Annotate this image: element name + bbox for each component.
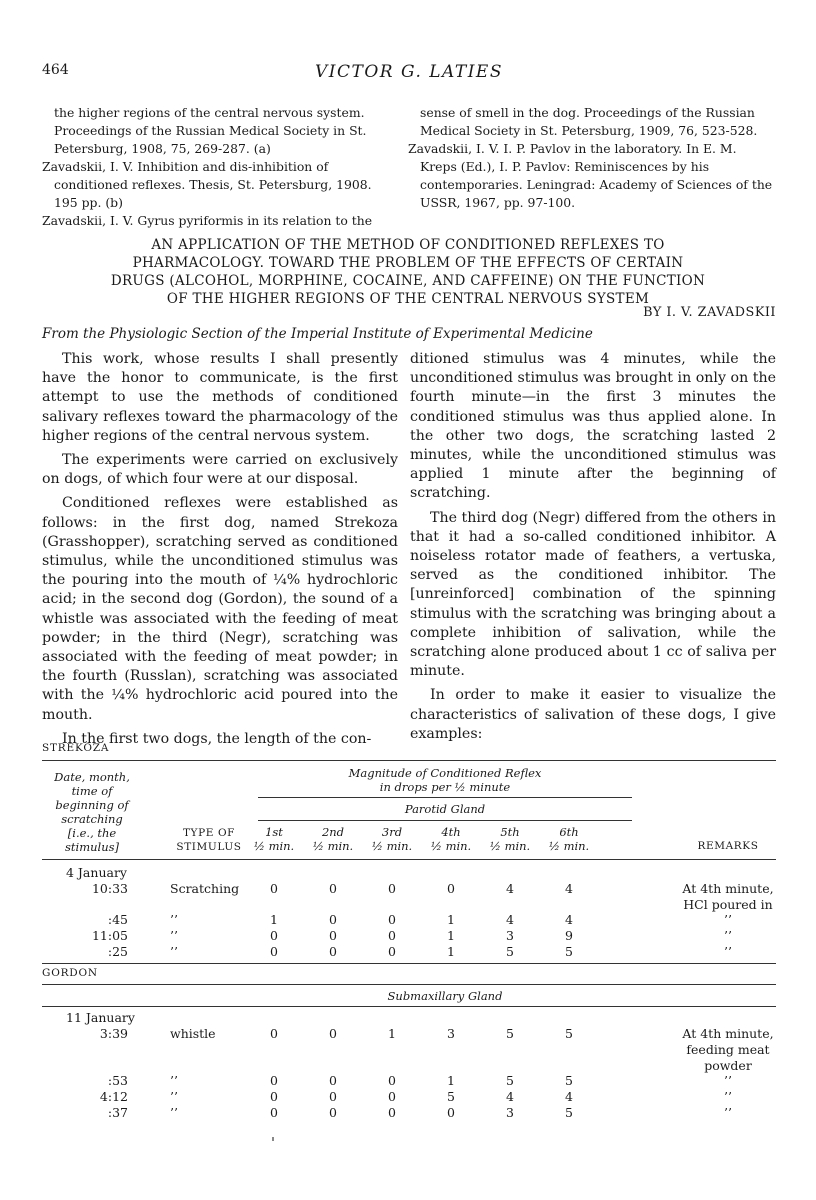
row-time: :45 [107, 912, 128, 927]
row-value: 1 [388, 1026, 396, 1041]
table-rule [42, 859, 776, 860]
row-remark: ’’ [724, 1073, 732, 1088]
row-value: 3 [506, 928, 514, 943]
row-value: 5 [565, 1105, 573, 1120]
paragraph: The third dog (Negr) differed from the others in that it had a so-called conditioned inhibitor. A noiseless rotator made of feathers, a vertuska, served as the conditioned inhibitor. The [unreinforced] combination of the spinning stimulus with the scratching was bringing about a complete inhibition of salivation, while the scratching alone produced about 1 cc of saliva per minute. [410, 509, 776, 680]
row-value: 0 [447, 1105, 455, 1120]
reference-entry: Zavadskii, I. V. I. P. Pavlov in the laboratory. In E. M. Kreps (Ed.), I. P. Pavlov: Reminiscences by his contemporaries. Leningrad: Academy of Sciences of the USSR, 1967, pp. 97-100. [408, 141, 773, 210]
row-value: 5 [447, 1089, 455, 1104]
row-value: 4 [506, 881, 514, 896]
running-head-author: VICTOR G. LATIES [314, 62, 503, 82]
row-value: 5 [565, 944, 573, 959]
table-rule [42, 963, 776, 964]
paragraph: Conditioned reflexes were established as follows: in the first dog, named Strekoza (Grasshopper), scratching served as conditioned stimulus, while the unconditioned stimulus was the pouring into the mouth of ¼% hydrochloric acid; in the second dog (Gordon), the sound of a whistle was associated with the feeding of meat powder; in the third (Negr), scratching was associated with the feeding of meat powder; in the fourth (Russlan), scratching was associated with the ¼% hydrochloric acid poured into the mouth. [42, 495, 398, 723]
table-rule [42, 1006, 776, 1007]
table-rule [258, 820, 632, 821]
row-value: 0 [329, 1026, 337, 1041]
row-remark: ’’ [724, 928, 732, 943]
row-value: 0 [270, 928, 278, 943]
row-time: :25 [107, 944, 128, 959]
row-remark: ’’ [724, 1105, 732, 1120]
row-stimulus-type: ’’ [170, 912, 178, 927]
title-line: OF THE HIGHER REGIONS OF THE CENTRAL NERVOUS SYSTEM [166, 291, 650, 307]
body-column-left [42, 350, 398, 754]
row-remark: ’’ [724, 944, 732, 959]
row-value: 4 [565, 1089, 573, 1104]
row-value: 0 [388, 944, 396, 959]
row-stimulus-type: ’’ [170, 1089, 178, 1104]
row-stimulus-type: whistle [170, 1026, 216, 1041]
gland-header-parotid: Parotid Gland [404, 802, 486, 816]
paragraph: In the first two dogs, the length of the con- [62, 730, 372, 747]
column-header: 3rd ½ min. [371, 825, 413, 853]
type-column-header: TYPE OF STIMULUS [176, 827, 242, 853]
row-value: 1 [447, 928, 455, 943]
row-value: 0 [329, 944, 337, 959]
row-value: 4 [506, 912, 514, 927]
column-header: 4th ½ min. [430, 825, 472, 853]
affiliation: From the Physiologic Section of the Imperial Institute of Experimental Medicine [42, 326, 593, 342]
row-value: 0 [388, 881, 396, 896]
row-value: 9 [565, 928, 573, 943]
article-title [60, 236, 756, 308]
row-value: 1 [270, 912, 278, 927]
row-remark: feeding meat [686, 1042, 770, 1057]
row-value: 4 [565, 881, 573, 896]
reference-list [42, 104, 776, 228]
row-stimulus-type: ’’ [170, 1105, 178, 1120]
row-value: 5 [506, 944, 514, 959]
byline: BY I. V. ZAVADSKII [643, 305, 776, 320]
row-time: 4:12 [99, 1089, 128, 1104]
column-header: 5th ½ min. [489, 825, 531, 853]
row-value: 4 [565, 912, 573, 927]
reference-entry: Zavadskii, I. V. Gyrus pyriformis in its relation to the [42, 213, 373, 228]
row-value: 0 [329, 881, 337, 896]
remarks-column-header: REMARKS [697, 840, 759, 852]
row-value: 0 [388, 1089, 396, 1104]
row-stimulus-type: ’’ [170, 944, 178, 959]
table-section-gordon: GORDON [42, 967, 98, 979]
row-value: 5 [506, 1073, 514, 1088]
row-value: 5 [506, 1026, 514, 1041]
row-value: 3 [506, 1105, 514, 1120]
title-line: AN APPLICATION OF THE METHOD OF CONDITIONED REFLEXES TO [151, 237, 665, 253]
row-value: 0 [329, 1073, 337, 1088]
row-time: 10:33 [91, 881, 128, 896]
column-header: 2nd ½ min. [312, 825, 354, 853]
row-value: 0 [329, 1089, 337, 1104]
row-value: 5 [565, 1026, 573, 1041]
row-value: 0 [329, 1105, 337, 1120]
gordon-date: 11 January [66, 1010, 135, 1025]
table-rule [258, 797, 632, 798]
row-stimulus-type: Scratching [170, 881, 240, 896]
row-value: 1 [447, 912, 455, 927]
row-value: 0 [388, 1073, 396, 1088]
column-header: 1st ½ min. [253, 825, 295, 853]
row-value: 0 [270, 881, 278, 896]
running-head [42, 62, 776, 86]
row-time: :53 [107, 1073, 128, 1088]
title-line: DRUGS (ALCOHOL, MORPHINE, COCAINE, AND CAFFEINE) ON THE FUNCTION [110, 273, 706, 289]
row-value: 0 [329, 928, 337, 943]
row-value: 0 [447, 881, 455, 896]
row-value: 0 [270, 944, 278, 959]
magnitude-header: Magnitude of Conditioned Reflex in drops per ½ minute [348, 766, 542, 794]
row-remark: ’’ [724, 912, 732, 927]
row-value: 0 [388, 1105, 396, 1120]
row-remark: At 4th minute, [682, 1026, 774, 1041]
table-rule [42, 760, 776, 761]
page-number: 464 [42, 62, 69, 78]
title-line: PHARMACOLOGY. TOWARD THE PROBLEM OF THE EFFECTS OF CERTAIN [132, 255, 684, 271]
row-value: 1 [447, 944, 455, 959]
reference-entry: sense of smell in the dog. Proceedings of the Russian Medical Society in St. Petersburg, 1909, 76, 523-528. [420, 105, 758, 138]
row-time: :37 [107, 1105, 128, 1120]
date-column-header: Date, month, time of beginning of scratching [i.e., the stimulus] [54, 770, 130, 854]
row-remark: HCl poured in [683, 897, 773, 912]
row-time: 11:05 [91, 928, 128, 943]
row-value: 4 [506, 1089, 514, 1104]
row-value: 0 [270, 1026, 278, 1041]
row-time: 3:39 [99, 1026, 128, 1041]
row-remark: powder [704, 1058, 752, 1073]
row-value: 1 [447, 1073, 455, 1088]
strekoza-date: 4 January [66, 865, 127, 880]
reference-column-left [42, 104, 394, 230]
row-value: 5 [565, 1073, 573, 1088]
table-section-strekoza: STREKOZA [42, 742, 110, 754]
row-value: 3 [447, 1026, 455, 1041]
reference-column-right [408, 104, 776, 212]
row-stimulus-type: ’’ [170, 928, 178, 943]
body-column-right [410, 350, 776, 749]
body-text [42, 350, 776, 747]
row-value: 0 [270, 1089, 278, 1104]
row-value: 0 [388, 912, 396, 927]
print-mark [272, 1137, 274, 1141]
row-stimulus-type: ’’ [170, 1073, 178, 1088]
reference-entry: Zavadskii, I. V. Inhibition and dis-inhibition of conditioned reflexes. Thesis, St. Petersburg, 1908. 195 pp. (b) [42, 159, 372, 210]
row-value: 0 [329, 912, 337, 927]
reference-entry: the higher regions of the central nervous system. Proceedings of the Russian Medical Society in St. Petersburg, 1908, 75, 269-287. (a) [54, 105, 367, 156]
paragraph: ditioned stimulus was 4 minutes, while the unconditioned stimulus was brought in only on the fourth minute—in the first 3 minutes the conditioned stimulus was thus applied alone. In the other two dogs, the scratching lasted 2 minutes, while the unconditioned stimulus was applied 1 minute after the beginning of scratching. [410, 351, 776, 502]
table-rule [42, 984, 776, 985]
paragraph: The experiments were carried on exclusively on dogs, of which four were at our disposal. [42, 452, 398, 488]
row-remark: ’’ [724, 1089, 732, 1104]
row-remark: At 4th minute, [682, 881, 774, 896]
row-value: 0 [388, 928, 396, 943]
gland-header-submaxillary: Submaxillary Gland [387, 989, 503, 1003]
column-header: 6th ½ min. [548, 825, 590, 853]
paragraph: This work, whose results I shall presently have the honor to communicate, is the first attempt to use the methods of conditioned salivary reflexes toward the pharmacology of the higher regions of the central nervous system. [42, 351, 398, 444]
row-value: 0 [270, 1105, 278, 1120]
paragraph: In order to make it easier to visualize the characteristics of salivation of these dogs, I give examples: [410, 687, 776, 742]
row-value: 0 [270, 1073, 278, 1088]
